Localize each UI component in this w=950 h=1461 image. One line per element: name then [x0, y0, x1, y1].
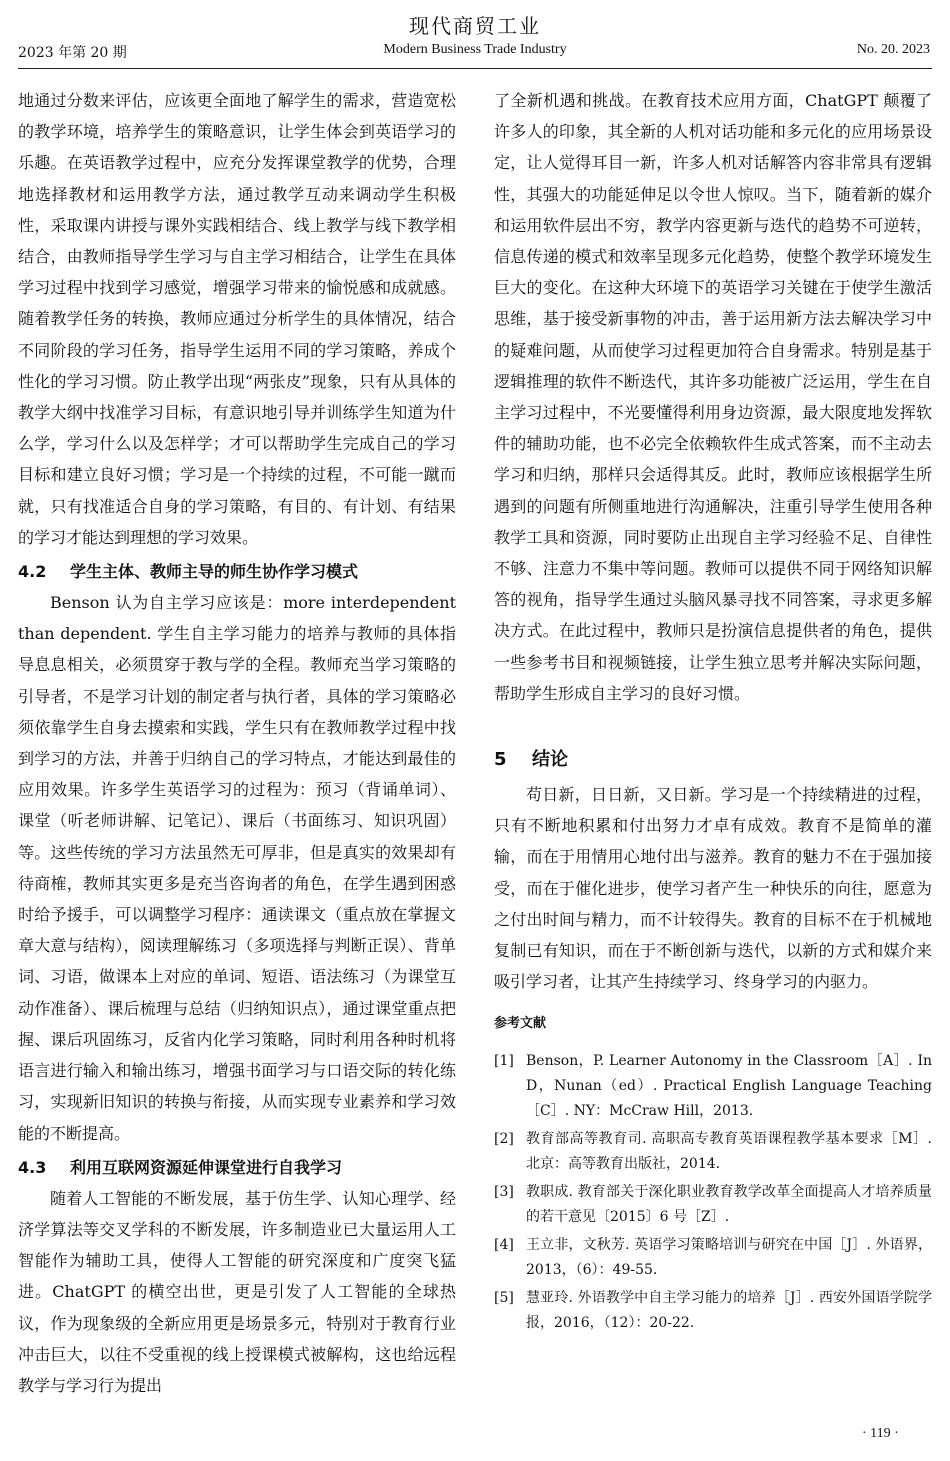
reference-text: 慧亚玲. 外语教学中自主学习能力的培养［J］. 西安外国语学院学报，2016，（12）：20-22.	[526, 1290, 932, 1332]
left-column	[18, 85, 456, 1401]
reference-number: [1]	[494, 1053, 514, 1070]
section-number: 4.3	[18, 1157, 47, 1177]
section-heading-5	[494, 745, 932, 775]
reference-item	[494, 1127, 932, 1177]
reference-item	[494, 1049, 932, 1124]
section-title: 学生主体、教师主导的师生协作学习模式	[70, 562, 359, 582]
page-number: · 119 ·	[862, 1426, 899, 1441]
section-title: 利用互联网资源延伸课堂进行自我学习	[70, 1157, 343, 1177]
reference-text: 教育部高等教育司. 高职高专教育英语课程教学基本要求［M］. 北京：高等教育出版社，2014.	[526, 1131, 932, 1173]
reference-text: 教职成. 教育部关于深化职业教育教学改革全面提高人才培养质量的若干意见〔2015〕6 号［Z］.	[526, 1184, 932, 1226]
reference-number: [2]	[494, 1131, 514, 1148]
paragraph: 了全新机遇和挑战。在教育技术应用方面，ChatGPT 颠覆了许多人的印象，其全新的人机对话功能和多元化的应用场景设定，让人觉得耳目一新，许多人机对话解答内容非常具有逻辑性，其强大的功能延伸足以令世人惊叹。当下，随着新的媒介和运用软件层出不穷，教学内容更新与迭代的趋势不可逆转，信息传递的模式和效率呈现多元化趋势，使整个教学环境发生巨大的变化。在这种大环境下的英语学习关键在于使学生激活思维，基于接受新事物的冲击，善于运用新方法去解决学习中的疑难问题，从而使学习过程更加符合自身需求。特别是基于逻辑推理的软件不断迭代，其许多功能被广泛运用，学生在自主学习过程中，不光要懂得利用身边资源，最大限度地发挥软件的辅助功能，也不必完全依赖软件生成式答案，而不主动去学习和归纳，那样只会适得其反。此时，教师应该根据学生所遇到的问题有所侧重地进行沟通解决，注重引导学生使用各种教学工具和资源，同时要防止出现自主学习经验不足、自律性不够、注意力不集中等问题。教师可以提供不同于网络知识解答的视角，指导学生通过头脑风暴寻找不同答案，寻求更多解决方式。在此过程中，教师只是扮演信息提供者的角色，提供一些参考书目和视频链接，让学生独立思考并解决实际问题，帮助学生形成自主学习的良好习惯。	[494, 91, 932, 703]
paragraph: 随着人工智能的不断发展，基于仿生学、认知心理学、经济学算法等交叉学科的不断发展，许多制造业已大量运用人工智能作为辅助工具，使得人工智能的研究深度和广度突飞猛进。ChatGPT 的横空出世，更是引发了人工智能的全球热议，作为现象级的全新应用更是场景多元，特别对于教育行业冲击巨大，以往不受重视的线上授课模式被解构，这也给远程教学与学习行为提出	[18, 1188, 456, 1395]
header-rule	[18, 68, 932, 69]
paragraph: 苟日新，日日新，又日新。学习是一个持续精进的过程，只有不断地积累和付出努力才卓有成效。教育不是简单的灌输，而在于用情用心地付出与滋养。教育的魅力不在于强加接受，而在于催化进步，使学习者产生一种快乐的向往，愿意为之付出时间与精力，而不计较得失。教育的目标不在于机械地复制已有知识，而在于不断创新与迭代，以新的方式和媒介来吸引学习者，让其产生持续学习、终身学习的内驱力。	[494, 785, 932, 992]
reference-item	[494, 1180, 932, 1230]
journal-title: 现代商贸工业	[409, 14, 541, 38]
section-number: 5	[494, 749, 507, 771]
reference-item	[494, 1286, 932, 1336]
journal-english-title: Modern Business Trade Industry	[383, 42, 567, 57]
section-number: 4.2	[18, 562, 47, 582]
issue-label: 2023 年第 20 期	[18, 45, 127, 61]
issue-number: No. 20. 2023	[856, 42, 930, 57]
reference-text: 王立非，文秋芳. 英语学习策略培训与研究在中国［J］. 外语界，2013，（6）：49-55.	[526, 1237, 932, 1279]
paragraph: Benson 认为自主学习应该是：more interdependent than dependent. 学生自主学习能力的培养与教师的具体指导息息相关，必须贯穿于教与学的全程。教师充当学习策略的引导者，不是学习计划的制定者与执行者，具体的学习策略必须依靠学生自身去摸索和实践，学生只有在教师教学过程中找到学习的方法，并善于归纳自己的学习特点，才能达到最佳的应用效果。许多学生英语学习的过程为：预习（背诵单词）、课堂（听老师讲解、记笔记）、课后（书面练习、知识巩固）等。这些传统的学习方法虽然无可厚非，但是真实的效果却有待商榷，教师其实更多是充当咨询者的角色，在学生遇到困惑时给予援手，可以调整学习程序：通读课文（重点放在掌握文章大意与结构），阅读理解练习（多项选择与判断正误）、背单词、习语，做课本上对应的单词、短语、语法练习（为课堂互动作准备）、课后梳理与总结（归纳知识点），通过课堂重点把握、课后巩固练习，反省内化学习策略，同时利用各种时机将语言进行输入和输出练习，增强书面学习与口语交际的转化练习，实现新旧知识的转换与衔接，从而实现专业素养和学习效能的不断提高。	[18, 593, 456, 1143]
references-title: 参考文献	[494, 1016, 547, 1032]
section-title: 结论	[532, 749, 568, 771]
right-column	[494, 85, 932, 1339]
reference-number: [4]	[494, 1237, 514, 1254]
reference-item	[494, 1233, 932, 1283]
reference-list	[494, 1049, 932, 1336]
paragraph: 地通过分数来评估，应该更全面地了解学生的需求，营造宽松的教学环境，培养学生的策略意识，让学生体会到英语学习的乐趣。在英语教学过程中，应充分发挥课堂教学的优势，合理地选择教材和运用教学方法，通过教学互动来调动学生积极性，采取课内讲授与课外实践相结合、线上教学与线下教学相结合，由教师指导学生学习与自主学习相结合，让学生在具体学习过程中找到学习感觉，增强学习带来的愉悦感和成就感。随着教学任务的转换，教师应通过分析学生的具体情况，结合不同阶段的学习任务，指导学生运用不同的学习策略，养成个性化的学习习惯。防止教学出现“两张皮”现象，只有从具体的教学大纲中找准学习目标，有意识地引导并训练学生知道为什么学，学习什么以及怎样学；才可以帮助学生完成自己的学习目标和建立良好习惯；学习是一个持续的过程，不可能一蹴而就，只有找准适合自身的学习策略，有目的、有计划、有结果的学习才能达到理想的学习效果。	[18, 91, 456, 547]
section-heading-4-3	[18, 1152, 456, 1183]
section-heading-4-2	[18, 556, 456, 587]
reference-number: [5]	[494, 1290, 514, 1307]
reference-number: [3]	[494, 1184, 514, 1201]
reference-text: Benson，P. Learner Autonomy in the Classroom［A］. In D，Nunan（ed）. Practical English Language Teaching［C］. NY：McCraw Hill，2013.	[526, 1053, 932, 1120]
